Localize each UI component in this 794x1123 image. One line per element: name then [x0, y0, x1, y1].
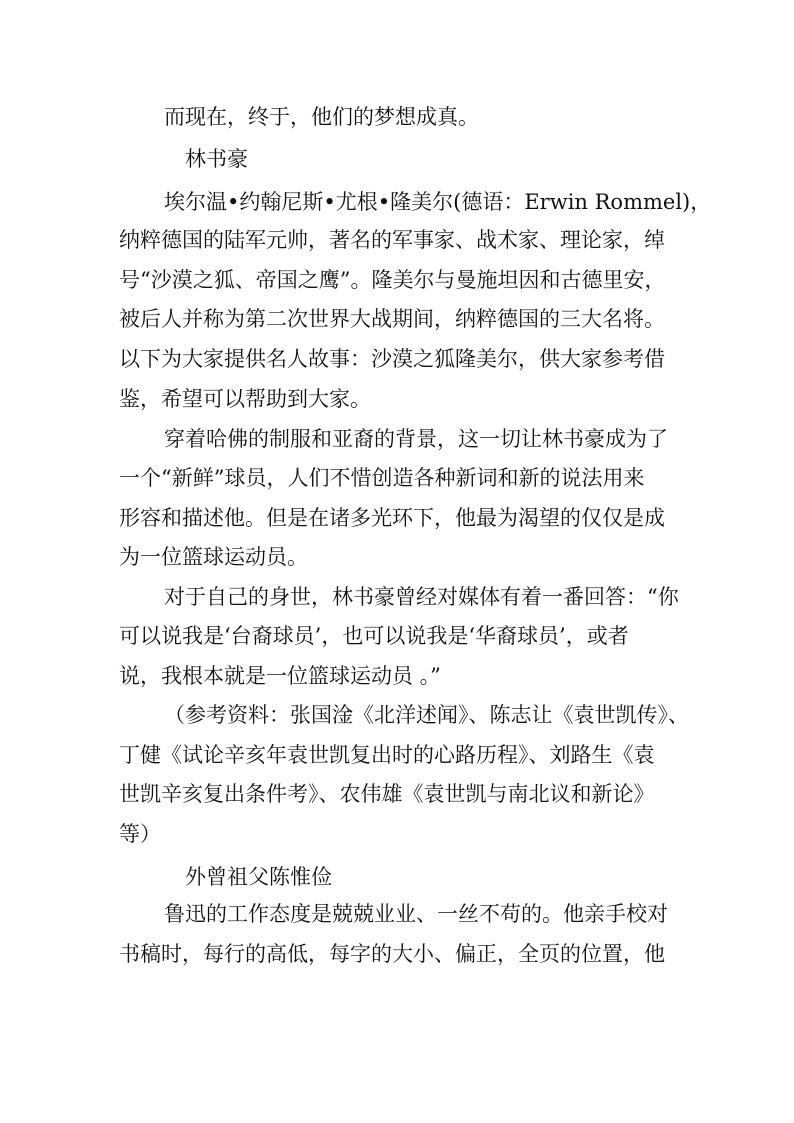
paragraph-line: 埃尔温•约翰尼斯•尤根•隆美尔(德语：Erwin Rommel)， — [164, 190, 712, 214]
reference-line: 等） — [119, 822, 161, 846]
paragraph-line: 书稿时，每行的高低，每字的大小、偏正，全页的位置，他 — [119, 942, 665, 966]
section-heading: 林书豪 — [185, 147, 248, 171]
paragraph-line: 鉴，希望可以帮助到大家。 — [119, 387, 371, 411]
paragraph-line: 鲁迅的工作态度是兢兢业业、一丝不苟的。他亲手校对 — [164, 902, 668, 926]
paragraph-line: 为一位篮球运动员。 — [119, 545, 308, 569]
paragraph-line: 以下为大家提供名人故事：沙漠之狐隆美尔，供大家参考借 — [119, 347, 665, 371]
paragraph-line: 纳粹德国的陆军元帅，著名的军事家、战术家、理论家，绰 — [119, 228, 665, 252]
paragraph-line: 被后人并称为第二次世界大战期间，纳粹德国的三大名将。 — [119, 307, 665, 331]
paragraph-line: 对于自己的身世，林书豪曾经对媒体有着一番回答：“你 — [164, 585, 679, 609]
paragraph-line: 一个“新鲜”球员，人们不惜创造各种新词和新的说法用来 — [119, 466, 645, 490]
paragraph-line: 说，我根本就是一位篮球运动员 。” — [119, 664, 441, 688]
paragraph-line: 形容和描述他。但是在诸多光环下，他最为渴望的仅仅是成 — [119, 506, 665, 530]
paragraph-line: 号“沙漠之狐、帝国之鹰”。隆美尔与曼施坦因和古德里安， — [119, 268, 666, 292]
paragraph-line: 穿着哈佛的制服和亚裔的背景，这一切让林书豪成为了 — [164, 427, 668, 451]
reference-line: 世凯辛亥复出条件考》、农伟雄《袁世凯与南北议和新论》 — [119, 782, 655, 806]
reference-line: 丁健《试论辛亥年袁世凯复出时的心路历程》、刘路生《袁 — [119, 743, 655, 767]
paragraph-line: 而现在，终于，他们的梦想成真。 — [164, 105, 479, 129]
section-heading: 外曾祖父陈惟俭 — [185, 865, 332, 889]
reference-line: （参考资料：张国淦《北洋述闻》、陈志让《袁世凯传》、 — [164, 703, 689, 727]
paragraph-line: 可以说我是‘台裔球员’，也可以说我是‘华裔球员’，或者 — [119, 624, 629, 648]
